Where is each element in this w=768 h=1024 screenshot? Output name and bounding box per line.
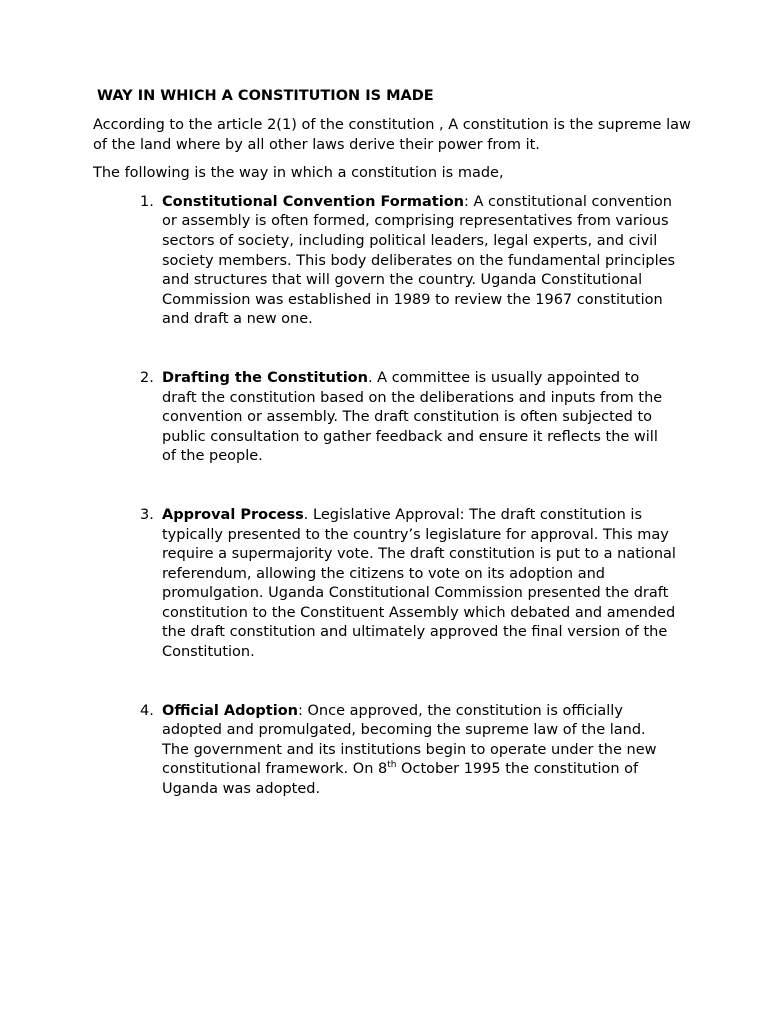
lead-paragraph: The following is the way in which a constitution is made, [93, 165, 504, 182]
item-text: . Legislative Approval: The draft constitution is typically presented to the country’s legislature for approval. This may require a supermajority vote. The draft constitution is put to a national referendum, allowing the citizens to vote on its adoption and promulgation. Uganda Constitutional Commission presented the draft constitution to the Constituent Assembly which debated and amended the draft constitution and ultimately approved the final version of the Constitution. [162, 506, 676, 661]
list-item [93, 506, 693, 663]
item-number: 4. [140, 702, 154, 719]
item-number: 1. [140, 193, 154, 210]
steps-list [93, 193, 693, 800]
ordinal-superscript: th [387, 760, 397, 771]
item-body [162, 193, 676, 330]
item-number: 3. [140, 506, 154, 523]
item-body [162, 369, 676, 467]
item-body [162, 702, 676, 800]
item-text: : A constitutional convention or assembly is often formed, comprising representatives from various sectors of society, including political leaders, legal experts, and civil society members. This body deliberates on the fundamental principles and structures that will govern the country. Uganda Constitutional Commission was established in 1989 to review the 1967 constitution and draft a new one. [162, 193, 676, 328]
item-text: : Once approved, the constitution is officially adopted and promulgated, becoming the supreme law of the land. The government and its institutions begin to operate under the new constitutional framework. On 8 [162, 702, 657, 778]
document-page [93, 86, 693, 800]
item-text: . A committee is usually appointed to draft the constitution based on the deliberations and inputs from the convention or assembly. The draft constitution is often subjected to public consultation to gather feedback and ensure it reflects the will of the people. [162, 369, 663, 465]
item-number: 2. [140, 369, 154, 386]
list-item [93, 702, 693, 800]
item-term: Constitutional Convention Formation [162, 193, 464, 210]
item-term: Official Adoption [162, 702, 298, 719]
item-body [162, 506, 676, 663]
intro-paragraph: According to the article 2(1) of the constitution , A constitution is the supreme law of the land where by all other laws derive their power from it. [93, 117, 691, 153]
list-item [93, 193, 693, 330]
document-title: WAY IN WHICH A CONSTITUTION IS MADE [97, 88, 434, 104]
list-item [93, 369, 693, 467]
item-text-after: October 1995 the constitution of Uganda was adopted. [162, 761, 639, 798]
item-term: Approval Process [162, 506, 304, 523]
item-term: Drafting the Constitution [162, 369, 368, 386]
